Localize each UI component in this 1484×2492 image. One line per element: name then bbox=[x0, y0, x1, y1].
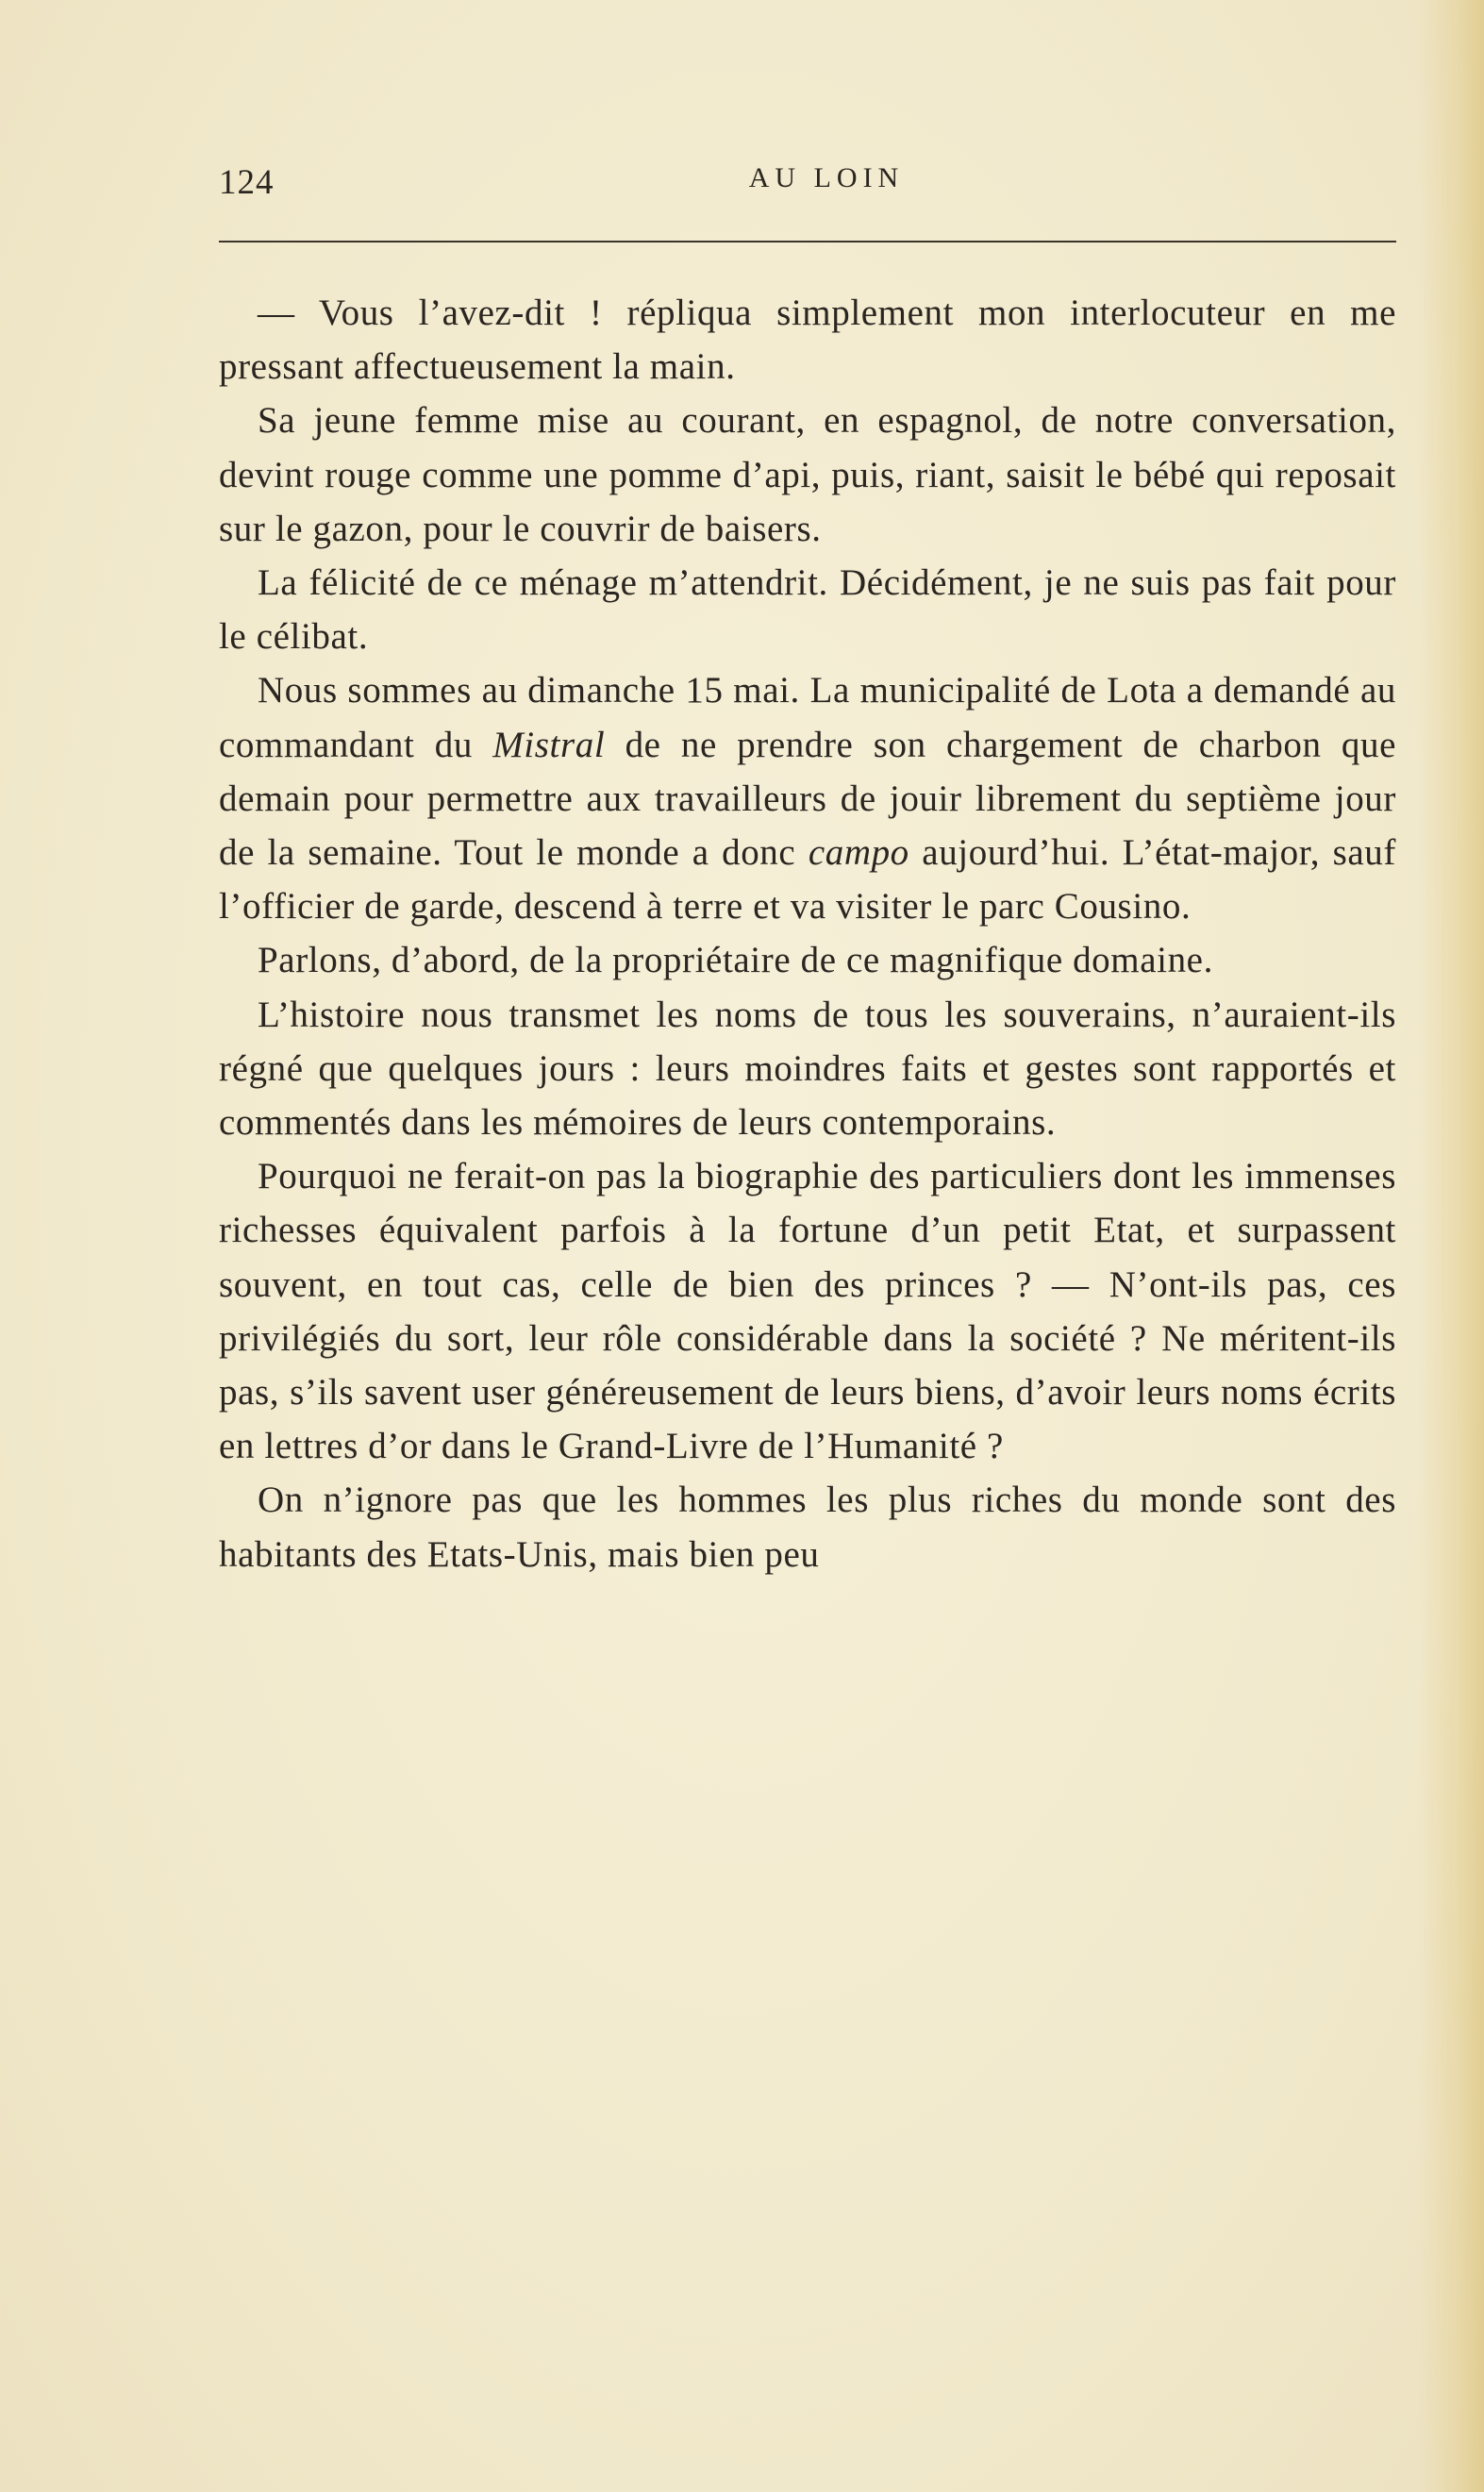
running-title: AU LOIN bbox=[748, 162, 905, 193]
page-number: 124 bbox=[219, 163, 275, 202]
paragraph bbox=[219, 663, 1396, 933]
paragraph: Pourquoi ne ferait-on pas la biographie des particuliers dont les immenses richesses équivalent parfois à la fortune d’un petit Etat, et surpassent souvent, en tout cas, celle de bien des princes ? — N’ont-ils pas, ces privilégiés du sort, leur rôle considérable dans la société ? Ne méritent-ils pas, s’ils savent user généreusement de leurs biens, d’avoir leurs noms écrits en lettres d’or dans le Grand-Livre de l’Humanité ? bbox=[219, 1156, 1396, 1467]
header-rule bbox=[219, 241, 1396, 243]
body-text bbox=[219, 286, 1396, 1581]
text-run: aujourd’hui. L’état-major, sauf l’officier de garde, descend à terre et va visiter le parc Cousino. bbox=[219, 832, 1396, 928]
text-run: Nous sommes au dimanche 15 mai. La municipalité de Lota a demandé au commandant du bbox=[219, 670, 1396, 765]
page-edge-stain bbox=[1418, 0, 1484, 2492]
text-run: de ne prendre son chargement de charbon que demain pour permettre aux travailleurs de jouir librement du septième jour de la semaine. Tout le monde a donc bbox=[219, 724, 1396, 874]
paragraph: Sa jeune femme mise au courant, en espagnol, de notre conversation, devint rouge comme une pomme d’api, puis, riant, saisit le bébé qui reposait sur le gazon, pour le couvrir de baisers. bbox=[219, 400, 1396, 549]
paragraph: Parlons, d’abord, de la propriétaire de ce magnifique domaine. bbox=[258, 940, 1213, 981]
paragraph: On n’ignore pas que les hommes les plus riches du monde sont des habitants des Etats-Unis, mais bien peu bbox=[219, 1480, 1396, 1575]
paragraph: — Vous l’avez-dit ! répliqua simplement mon interlocuteur en me pressant affectueusement la main. bbox=[219, 293, 1396, 388]
paragraph: L’histoire nous transmet les noms de tous les souverains, n’auraient-ils régné que quelques jours : leurs moindres faits et gestes sont rapportés et commentés dans les mémoires de leurs contemporains. bbox=[219, 994, 1396, 1144]
paragraph: La félicité de ce ménage m’attendrit. Décidément, je ne suis pas fait pour le célibat. bbox=[219, 562, 1396, 658]
italic-word: campo bbox=[808, 832, 909, 874]
page-header bbox=[219, 162, 1396, 219]
italic-ship-name: Mistral bbox=[492, 724, 606, 765]
